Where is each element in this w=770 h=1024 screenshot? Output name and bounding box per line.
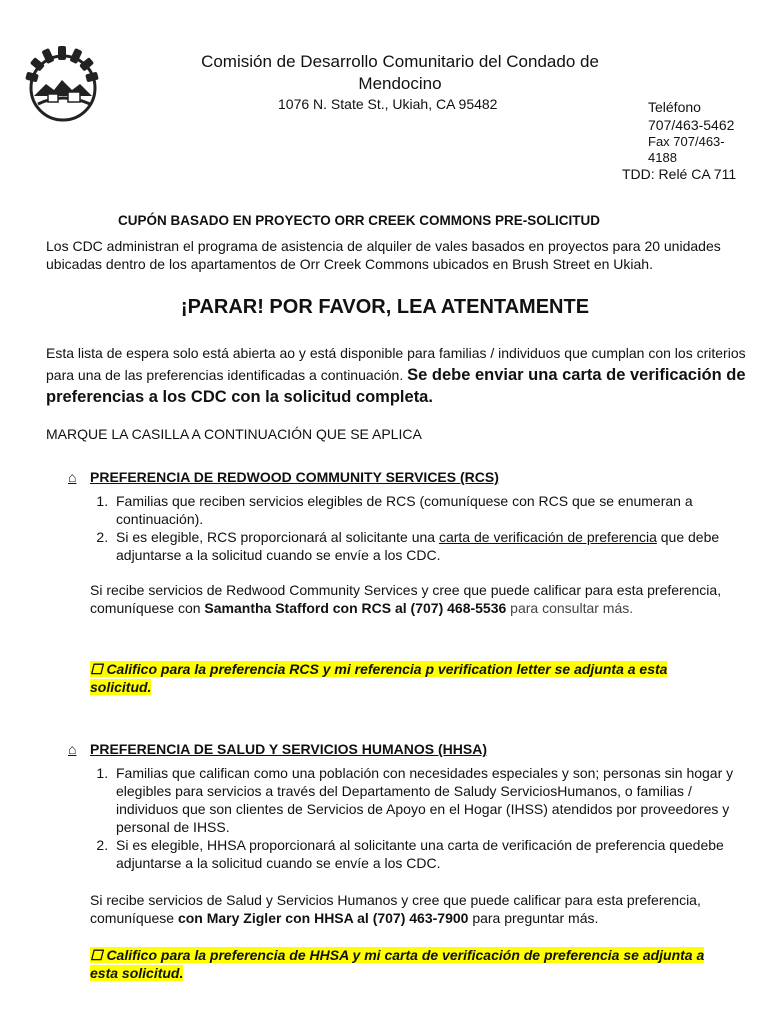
house-icon: ⌂ xyxy=(68,469,77,485)
intro-paragraph: Los CDC administran el programa de asistencia de alquiler de vales basados en proyectos para 20 unidades ubicadas dentro de los apartamentos de Orr Creek Commons ubicados en Brush Street en Ukiah. xyxy=(46,238,721,272)
waitlist-text: Esta lista de espera solo está abierta ao y está disponible para familias / individuos que cumplan con los criterios para una de las preferencias identificadas a continuación. xyxy=(46,345,746,383)
rcs-section xyxy=(68,468,748,564)
rcs-checkbox[interactable] xyxy=(90,660,730,696)
rcs-contact-paragraph: Si recibe servicios de Redwood Community Services y cree que puede calificar para esta preferencia, comuníquese con Samantha Stafford con RCS al (707) 468-5536 para consultar más. xyxy=(90,582,722,616)
phone-number: 707/463-5462 xyxy=(648,117,735,133)
list-item: 1. Familias que reciben servicios elegibles de RCS (comuníquese con RCS que se enumeran a continuación). xyxy=(112,492,748,528)
list-item: 2. Si es elegible, HHSA proporcionará al solicitante una carta de verificación de preferencia quedebe adjuntarse a la solicitud cuando se envíe a los CDC. xyxy=(112,836,748,872)
hhsa-criteria-list xyxy=(68,764,748,872)
fax-line1: Fax 707/463- xyxy=(648,134,725,149)
list-item: 2. Si es elegible, RCS proporcionará al solicitante una carta de verificación de preferencia que debe adjuntarse a la solicitud cuando se envíe a los CDC. xyxy=(112,528,748,564)
hhsa-contact-paragraph: Si recibe servicios de Salud y Servicios Humanos y cree que puede calificar para esta preferencia, comuníquese con Mary Zigler con HHSA al (707) 463-7900 para preguntar más. xyxy=(90,892,701,926)
hhsa-heading-text: PREFERENCIA DE SALUD Y SERVICIOS HUMANOS (HHSA) xyxy=(90,741,487,757)
waitlist-required-note: Se debe enviar una carta de verificación de preferencias a los CDC con la solicitud completa. xyxy=(46,366,746,406)
hhsa-section xyxy=(68,740,748,872)
address: 1076 N. State St., Ukiah, CA 95482 xyxy=(278,96,498,112)
hhsa-heading xyxy=(68,740,748,758)
organization-name-line2: Mendocino xyxy=(358,74,442,93)
rcs-heading xyxy=(68,468,748,486)
organization-name-line1: Comisión de Desarrollo Comunitario del Condado de xyxy=(201,52,599,71)
fax-block xyxy=(648,134,748,166)
check-instruction: MARQUE LA CASILLA A CONTINUACIÓN QUE SE APLICA xyxy=(46,426,422,442)
hhsa-checkbox[interactable] xyxy=(90,946,730,982)
cdc-logo xyxy=(24,44,102,122)
rcs-checkbox-label: ☐ Califico para la preferencia RCS y mi referencia p verification letter se adjunta a esta solicitud. xyxy=(90,661,668,695)
rcs-heading-text: PREFERENCIA DE REDWOOD COMMUNITY SERVICES (RCS) xyxy=(90,469,499,485)
list-item: 1. Familias que califican como una población con necesidades especiales y son; personas sin hogar y elegibles para servicios a través del Departamento de Saludy ServiciosHumanos, o familias / individuos que son clientes de Servicios de Apoyo en el Hogar (IHSS) atendidos por proveedores y personal de IHSS. xyxy=(112,764,748,836)
rcs-criteria-list xyxy=(68,492,748,564)
phone-block xyxy=(648,98,734,134)
phone-label: Teléfono xyxy=(648,99,701,115)
hhsa-contact-name: con Mary Zigler con HHSA al (707) 463-7900 xyxy=(177,910,469,926)
fax-line2: 4188 xyxy=(648,150,677,165)
house-icon: ⌂ xyxy=(68,741,77,757)
document-title: CUPÓN BASADO EN PROYECTO ORR CREEK COMMONS PRE-SOLICITUD xyxy=(118,213,601,228)
rcs-contact-name: Samantha Stafford con RCS al (707) 468-5536 xyxy=(204,600,507,616)
hhsa-checkbox-label: ☐ Califico para la preferencia de HHSA y mi carta de verificación de preferencia se adjunta a esta solicitud. xyxy=(90,947,705,981)
tdd-line: TDD: Relé CA 711 xyxy=(622,166,737,182)
waitlist-paragraph xyxy=(46,342,746,408)
stop-heading: ¡PARAR! POR FAVOR, LEA ATENTAMENTE xyxy=(180,296,590,318)
